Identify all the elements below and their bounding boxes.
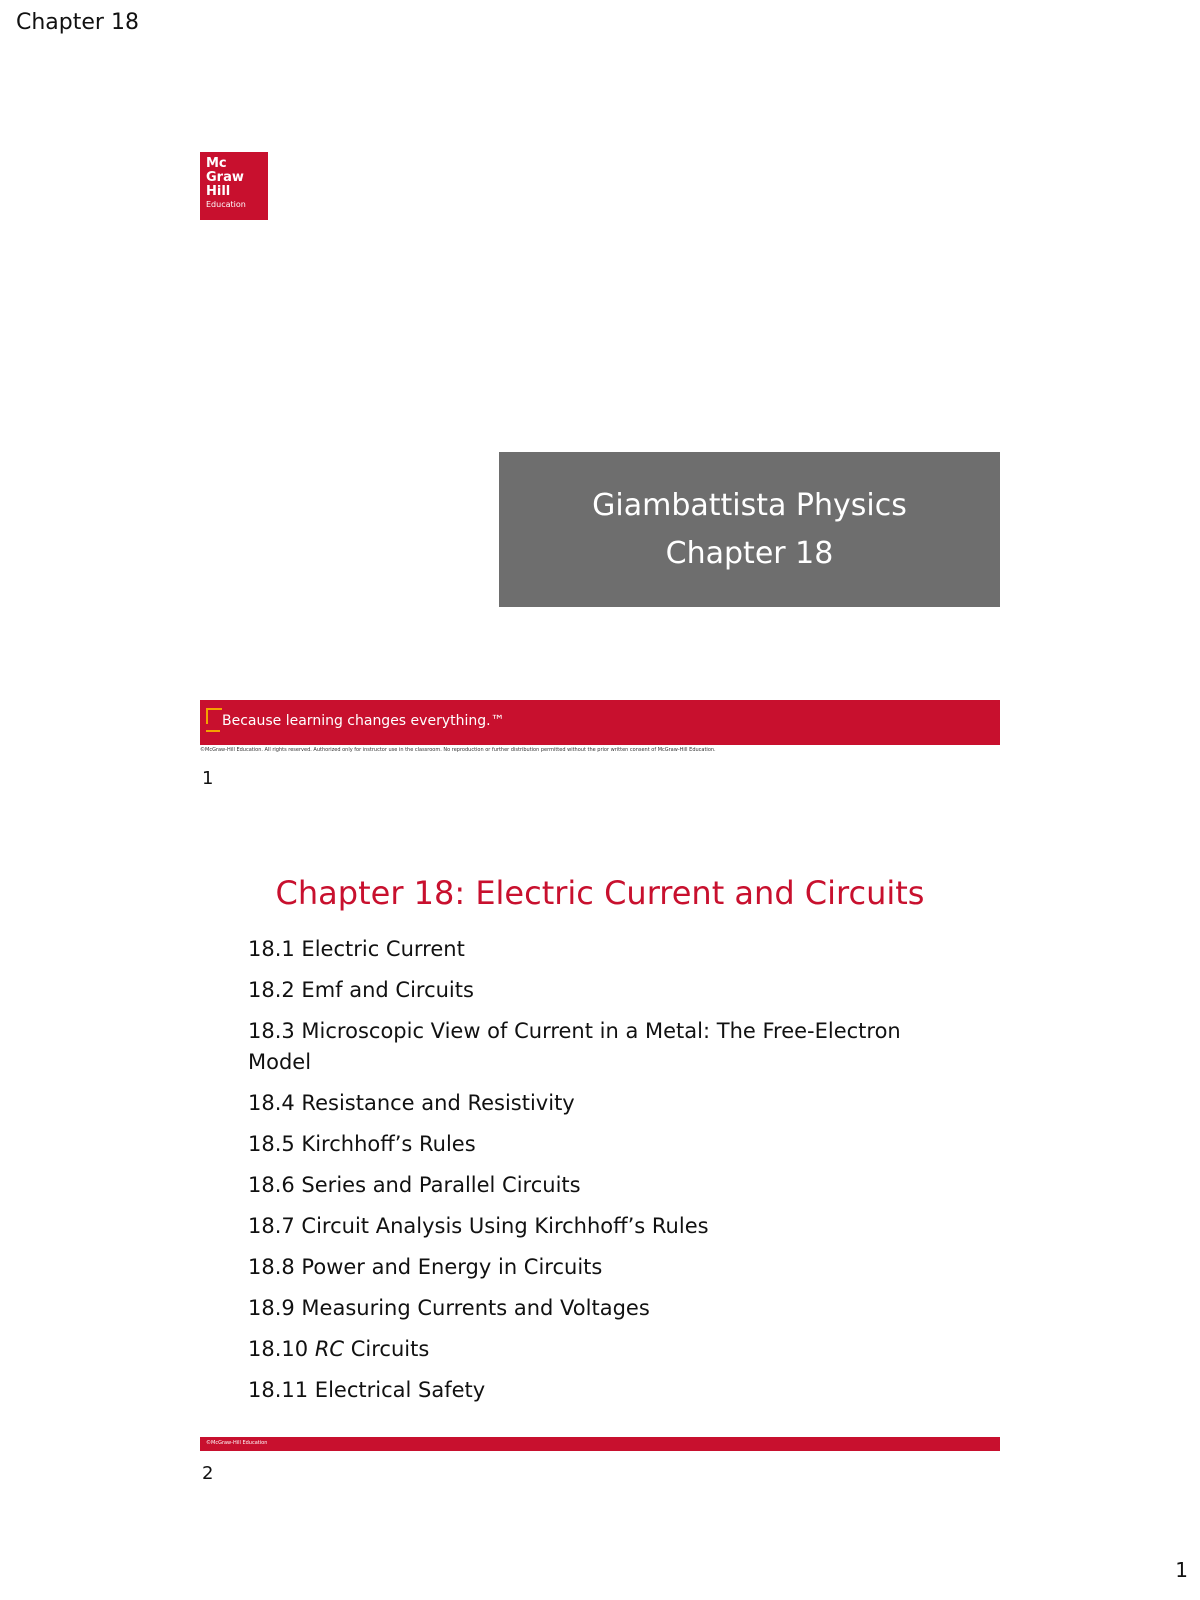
slide1-copyright: ©McGraw-Hill Education. All rights reserved. Authorized only for instructor use in the classroom. No reproduction or further distribution permitted without the prior written consent of McGraw-Hill Education. (200, 747, 716, 753)
slide2-number: 2 (202, 1463, 214, 1484)
slide2-section-list (248, 934, 948, 1416)
slide2-title: Chapter 18: Electric Current and Circuits (275, 874, 925, 912)
slide1-title-box (499, 452, 1000, 607)
section-item-italic: RC (314, 1337, 345, 1361)
section-item (248, 1334, 948, 1365)
brand-mark-underline (206, 730, 220, 732)
section-item: 18.4 Resistance and Resistivity (248, 1091, 575, 1115)
logo-line: Education (206, 200, 246, 209)
section-item: 18.5 Kirchhoff’s Rules (248, 1132, 476, 1156)
page-header-title: Chapter 18 (16, 10, 139, 35)
slide2-footer-bar (200, 1437, 1000, 1451)
slide1-title-line1: Giambattista Physics (592, 487, 907, 523)
slide2-footer-copyright: ©McGraw-Hill Education (206, 1440, 268, 1446)
section-item: 18.8 Power and Energy in Circuits (248, 1255, 603, 1279)
mcgraw-hill-logo (200, 152, 268, 220)
section-item: 18.2 Emf and Circuits (248, 978, 474, 1002)
slide1-tagline: Because learning changes everything.™ (222, 713, 505, 729)
slide1-title-line2: Chapter 18 (665, 535, 834, 571)
logo-line: Mc (206, 156, 227, 171)
section-item: 18.6 Series and Parallel Circuits (248, 1173, 581, 1197)
section-item: 18.7 Circuit Analysis Using Kirchhoff’s Rules (248, 1214, 709, 1238)
logo-line: Hill (206, 184, 231, 199)
brand-mark-icon (206, 708, 222, 724)
section-item: 18.9 Measuring Currents and Voltages (248, 1296, 650, 1320)
section-item-number: 18.10 (248, 1337, 309, 1361)
slide1-number: 1 (202, 768, 214, 789)
section-item: 18.11 Electrical Safety (248, 1378, 486, 1402)
section-item-rest: Circuits (350, 1337, 430, 1361)
logo-line: Graw (206, 170, 244, 185)
section-item: 18.3 Microscopic View of Current in a Metal: The Free-Electron Model (248, 1019, 901, 1074)
page-number: 1 (1175, 1558, 1188, 1582)
section-item: 18.1 Electric Current (248, 937, 465, 961)
slide1-footer-banner (200, 700, 1000, 745)
